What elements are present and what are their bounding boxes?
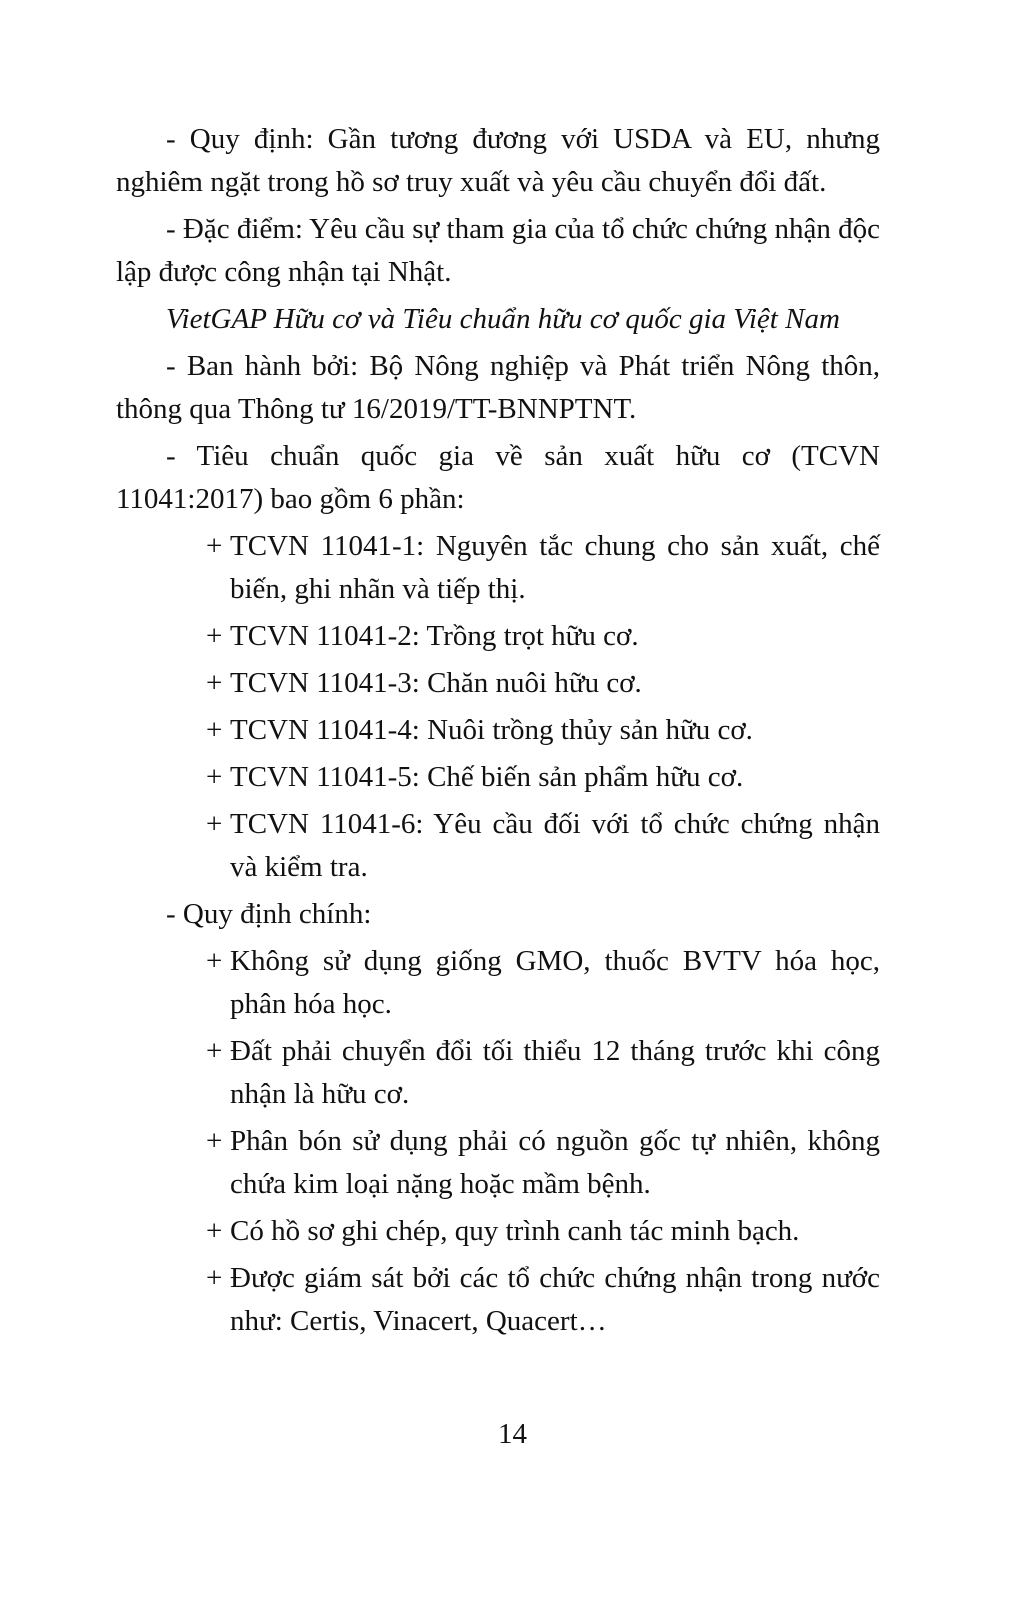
bullet-plus: +	[206, 1125, 223, 1157]
section-heading: VietGAP Hữu cơ và Tiêu chuẩn hữu cơ quốc gia Việt Nam	[166, 303, 840, 335]
bullet-plus: +	[206, 945, 223, 977]
page-body	[116, 118, 880, 1347]
list-item-text: TCVN 11041-5: Chế biến sản phẩm hữu cơ.	[230, 761, 744, 793]
page-number: 14	[498, 1418, 527, 1450]
bullet-plus: +	[206, 761, 223, 793]
list-item-main-rule	[206, 1210, 880, 1253]
list-item-text: TCVN 11041-4: Nuôi trồng thủy sản hữu cơ.	[230, 714, 753, 746]
list-item-text: TCVN 11041-2: Trồng trọt hữu cơ.	[230, 620, 639, 652]
list-item-main-rule	[206, 1120, 880, 1206]
list-item-text: Có hồ sơ ghi chép, quy trình canh tác minh bạch.	[230, 1215, 800, 1247]
list-item-standard-part	[206, 709, 880, 752]
list-item-text: Được giám sát bởi các tổ chức chứng nhận trong nước như: Certis, Vinacert, Quacert…	[230, 1262, 880, 1337]
list-item-main-rule	[206, 1257, 880, 1343]
list-item-text: TCVN 11041-6: Yêu cầu đối với tổ chức chứng nhận và kiểm tra.	[230, 808, 880, 883]
list-item-standard-part	[206, 756, 880, 799]
list-item-text: Phân bón sử dụng phải có nguồn gốc tự nhiên, không chứa kim loại nặng hoặc mầm bệnh.	[230, 1125, 880, 1200]
bullet-plus: +	[206, 667, 223, 699]
list-item-text: TCVN 11041-3: Chăn nuôi hữu cơ.	[230, 667, 642, 699]
list-item-text: Không sử dụng giống GMO, thuốc BVTV hóa học, phân hóa học.	[230, 945, 880, 1020]
bullet-plus: +	[206, 1215, 223, 1247]
bullet-plus: +	[206, 714, 223, 746]
list-item-standard-part	[206, 525, 880, 611]
bullet-plus: +	[206, 620, 223, 652]
list-item-text: Đất phải chuyển đổi tối thiểu 12 tháng trước khi công nhận là hữu cơ.	[230, 1035, 880, 1110]
paragraph-issued-by: - Ban hành bởi: Bộ Nông nghiệp và Phát triển Nông thôn, thông qua Thông tư 16/2019/TT-BNNPTNT.	[116, 350, 880, 425]
paragraph-standard-intro: - Tiêu chuẩn quốc gia về sản xuất hữu cơ (TCVN 11041:2017) bao gồm 6 phần:	[116, 440, 880, 515]
bullet-plus: +	[206, 1035, 223, 1067]
list-item-main-rule	[206, 1030, 880, 1116]
paragraph-regulation: - Quy định: Gần tương đương với USDA và EU, nhưng nghiêm ngặt trong hồ sơ truy xuất và yêu cầu chuyển đổi đất.	[116, 123, 880, 198]
bullet-plus: +	[206, 530, 223, 562]
list-item-standard-part	[206, 615, 880, 658]
list-item-main-rule	[206, 940, 880, 1026]
bullet-plus: +	[206, 808, 223, 840]
paragraph-characteristics: - Đặc điểm: Yêu cầu sự tham gia của tổ chức chứng nhận độc lập được công nhận tại Nhật.	[116, 213, 880, 288]
list-item-standard-part	[206, 803, 880, 889]
list-item-text: TCVN 11041-1: Nguyên tắc chung cho sản xuất, chế biến, ghi nhãn và tiếp thị.	[230, 530, 880, 605]
list-item-standard-part	[206, 662, 880, 705]
paragraph-main-rules-heading: - Quy định chính:	[166, 898, 372, 930]
bullet-plus: +	[206, 1262, 223, 1294]
